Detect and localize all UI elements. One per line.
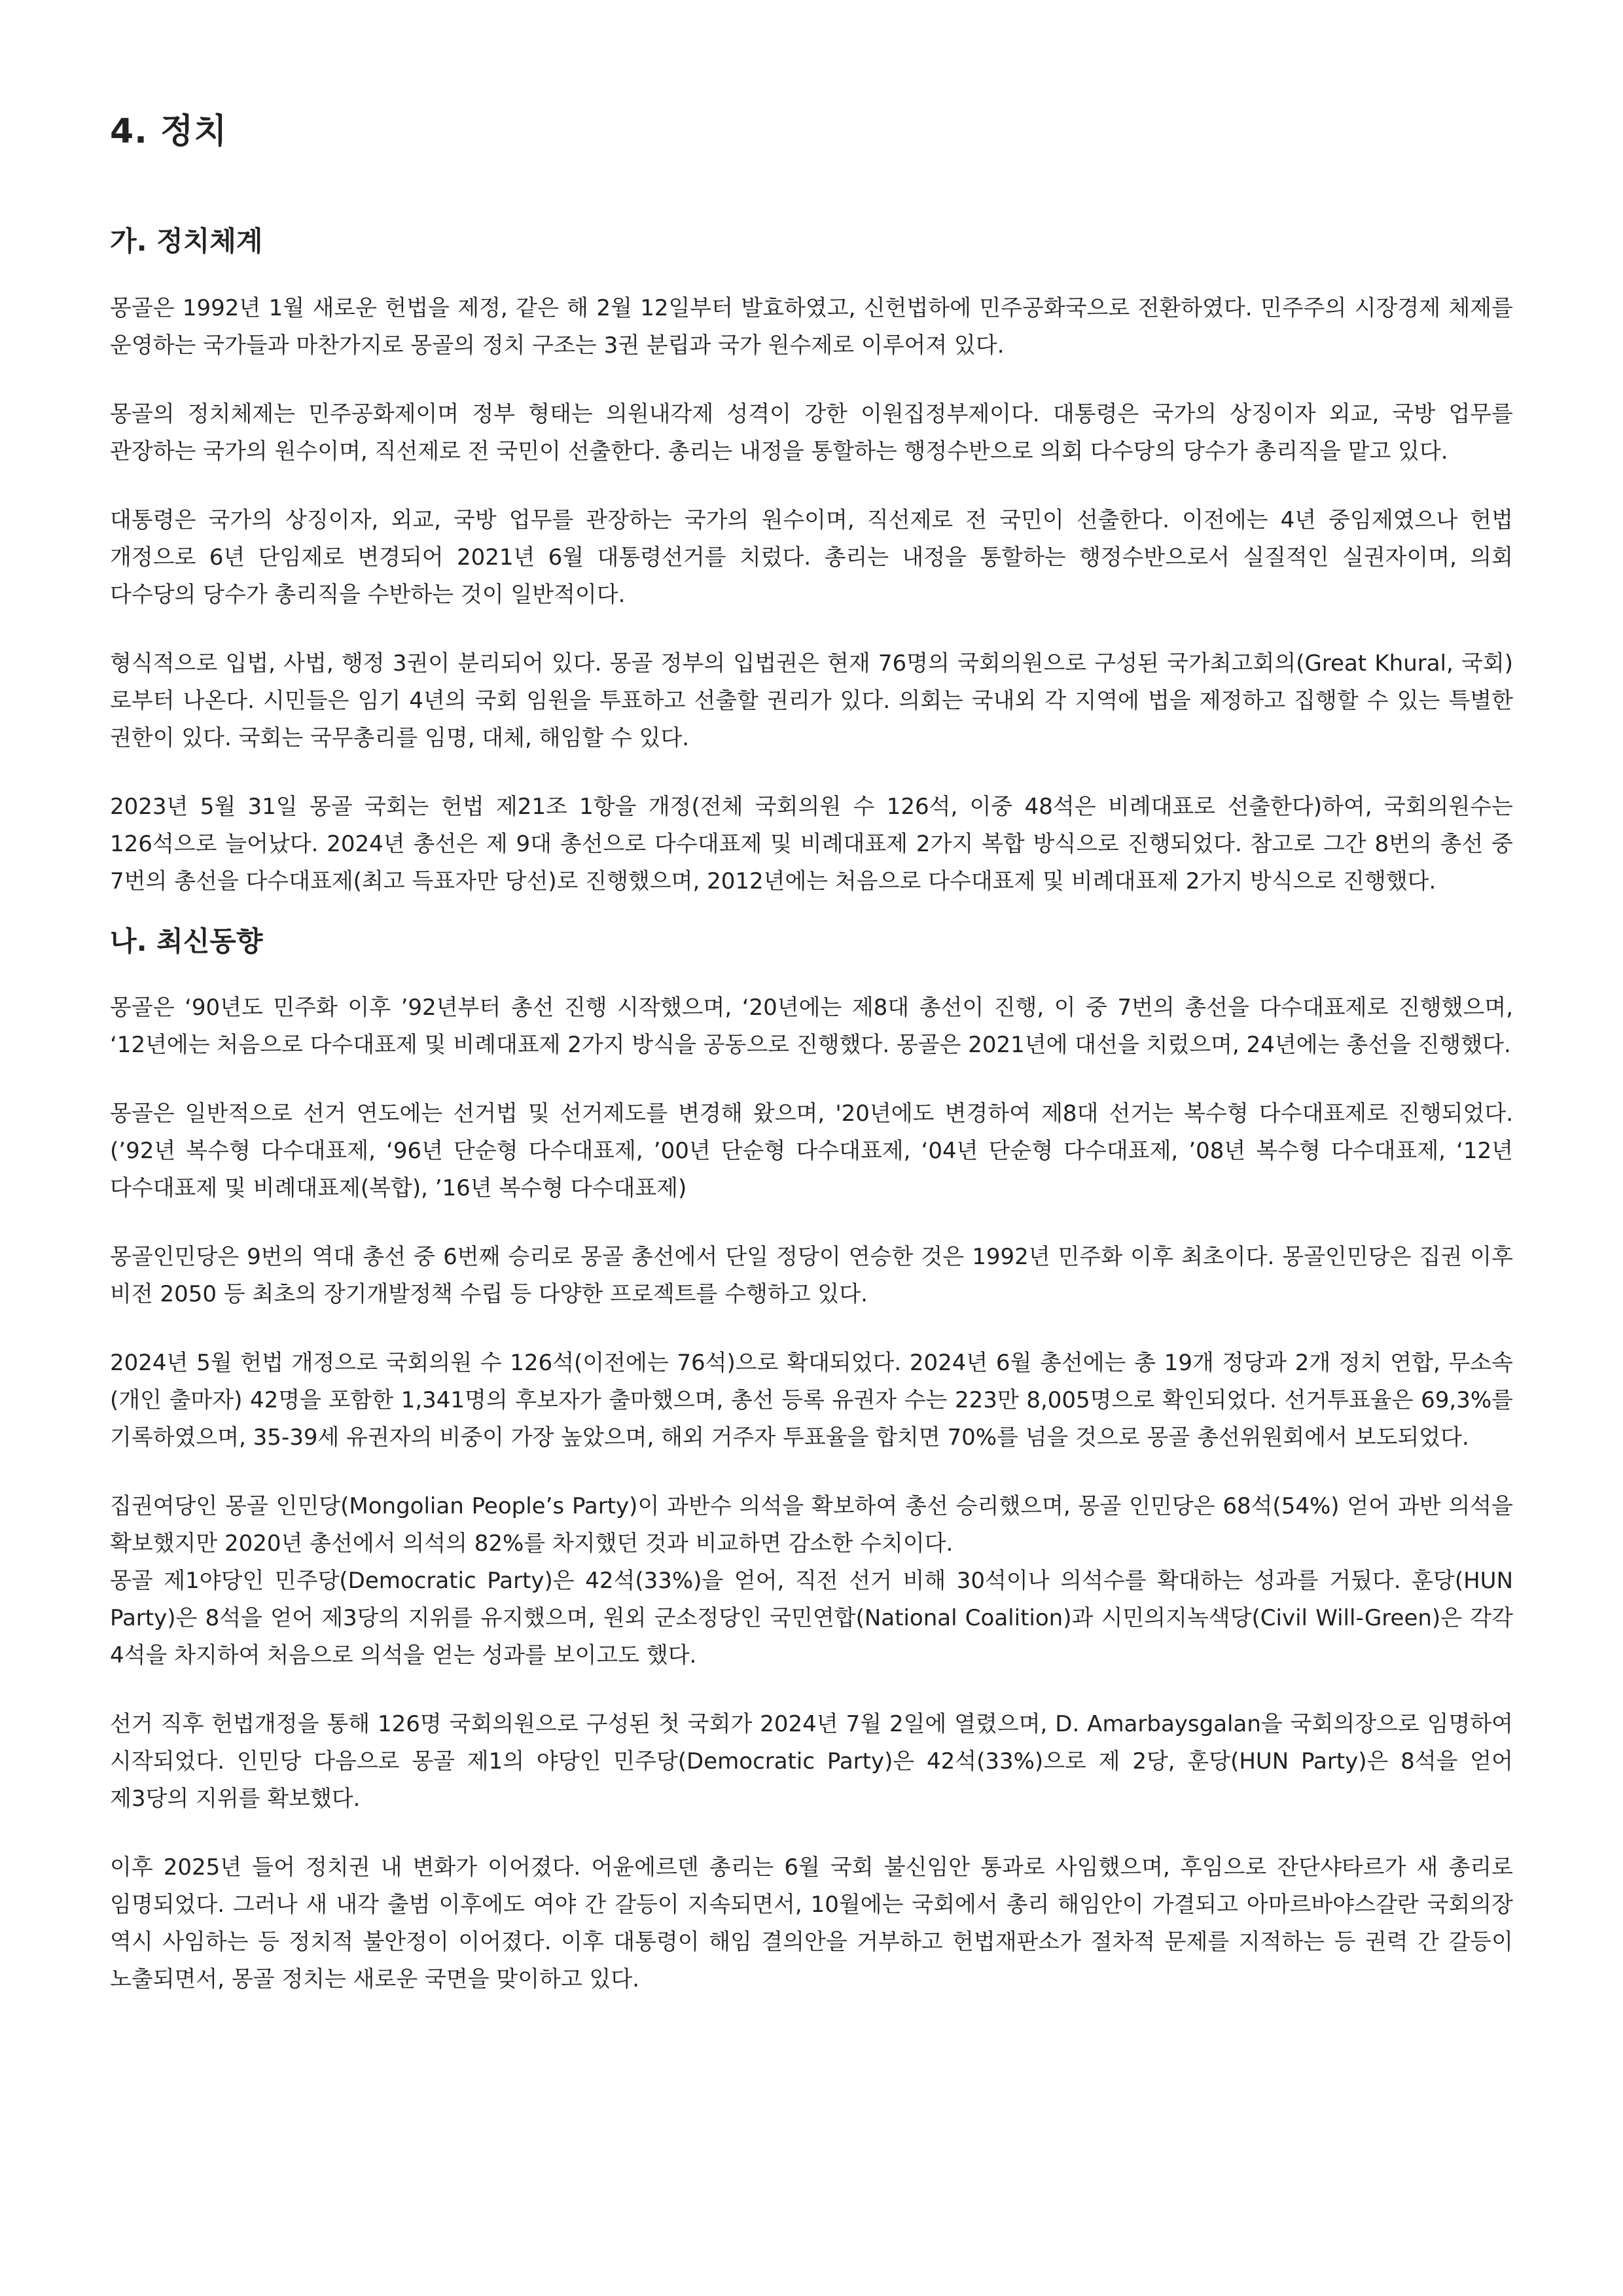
paragraph: 대통령은 국가의 상징이자, 외교, 국방 업무를 관장하는 국가의 원수이며, 직선제로 전 국민이 선출한다. 이전에는 4년 중임제였으나 헌법 개정으로 6년 단임제로 변경되어 2021년 6월 대통령선거를 치렀다. 총리는 내정을 통할하는 행정수반으로서 실질적인 실권자이며, 의회 다수당의 당수가 총리직을 수반하는 것이 일반적이다. [110, 506, 1513, 608]
paragraph: 2023년 5월 31일 몽골 국회는 헌법 제21조 1항을 개정(전체 국회의원 수 126석, 이중 48석은 비례대표로 선출한다)하여, 국회의원수는 126석으로 늘어났다. 2024년 총선은 제 9대 총선으로 다수대표제 및 비례대표제 2가지 복합 방식으로 진행되었다. 참고로 그간 8번의 총선 중 7번의 총선을 다수대표제(최고 득표자만 당선)로 진행했으며, 2012년에는 처음으로 다수대표제 및 비례대표제 2가지 방식으로 진행했다. [110, 793, 1513, 894]
paragraph: 몽골 제1야당인 민주당(Democratic Party)은 42석(33%)을 얻어, 직전 선거 비해 30석이나 의석수를 확대하는 성과를 거뒀다. 훈당(HUN Party)은 8석을 얻어 제3당의 지위를 유지했으며, 원외 군소정당인 국민연합(National Coalition)과 시민의지녹색당(Civil Will-Green)은 각각 4석을 차지하여 처음으로 의석을 얻는 성과를 보이고도 했다. [110, 1568, 1513, 1669]
paragraph: 이후 2025년 들어 정치권 내 변화가 이어졌다. 어윤에르덴 총리는 6월 국회 불신임안 통과로 사임했으며, 후임으로 잔단샤타르가 새 총리로 임명되었다. 그러나 새 내각 출범 이후에도 여야 간 갈등이 지속되면서, 10월에는 국회에서 총리 해임안이 가결되고 아마르바야스갈란 국회의장 역시 사임하는 등 정치적 불안정이 이어졌다. 이후 대통령이 해임 결의안을 거부하고 헌법재판소가 절차적 문제를 지적하는 등 권력 간 갈등이 노출되면서, 몽골 정치는 새로운 국면을 맞이하고 있다. [110, 1854, 1513, 1993]
paragraph: 형식적으로 입법, 사법, 행정 3권이 분리되어 있다. 몽골 정부의 입법권은 현재 76명의 국회의원으로 구성된 국가최고회의(Great Khural, 국회)로부터 나온다. 시민들은 임기 4년의 국회 임원을 투표하고 선출할 권리가 있다. 의회는 국내외 각 지역에 법을 제정하고 집행할 수 있는 특별한 권한이 있다. 국회는 국무총리를 임명, 대체, 해임할 수 있다. [110, 650, 1513, 751]
paragraph: 몽골은 일반적으로 선거 연도에는 선거법 및 선거제도를 변경해 왔으며, '20년에도 변경하여 제8대 선거는 복수형 다수대표제로 진행되었다. (’92년 복수형 다수대표제, ‘96년 단순형 다수대표제, ’00년 단순형 다수대표제, ‘04년 단순형 다수대표제, ’08년 복수형 다수대표제, ‘12년 다수대표제 및 비례대표제(복합), ’16년 복수형 다수대표제) [110, 1101, 1513, 1202]
paragraph: 몽골은 1992년 1월 새로운 헌법을 제정, 같은 해 2월 12일부터 발효하였고, 신헌법하에 민주공화국으로 전환하였다. 민주주의 시장경제 체제를 운영하는 국가들과 마찬가지로 몽골의 정치 구조는 3권 분립과 국가 원수제로 이루어져 있다. [110, 294, 1513, 359]
section-heading-political-system: 가. 정치체계 [110, 225, 263, 258]
section-heading-recent-trends: 나. 최신동향 [110, 925, 263, 957]
paragraph: 선거 직후 헌법개정을 통해 126명 국회의원으로 구성된 첫 국회가 2024년 7월 2일에 열렸으며, D. Amarbaysgalan을 국회의장으로 임명하여 시작되었다. 인민당 다음으로 몽골 제1의 야당인 민주당(Democratic Party)은 42석(33%)으로 제 2당, 훈당(HUN Party)은 8석을 얻어 제3당의 지위를 확보했다. [110, 1711, 1513, 1812]
page-title: 4. 정치 [110, 112, 228, 151]
paragraph: 몽골은 ‘90년도 민주화 이후 ’92년부터 총선 진행 시작했으며, ‘20년에는 제8대 총선이 진행, 이 중 7번의 총선을 다수대표제로 진행했으며, ‘12년에는 처음으로 다수대표제 및 비례대표제 2가지 방식을 공동으로 진행했다. 몽골은 2021년에 대선을 치렀으며, 24년에는 총선을 진행했다. [110, 995, 1513, 1059]
paragraph: 몽골의 정치체제는 민주공화제이며 정부 형태는 의원내각제 성격이 강한 이원집정부제이다. 대통령은 국가의 상징이자 외교, 국방 업무를 관장하는 국가의 원수이며, 직선제로 전 국민이 선출한다. 총리는 내정을 통할하는 행정수반으로 의회 다수당의 당수가 총리직을 맡고 있다. [110, 400, 1513, 465]
paragraph: 집권여당인 몽골 인민당(Mongolian People’s Party)이 과반수 의석을 확보하여 총선 승리했으며, 몽골 인민당은 68석(54%) 얻어 과반 의석을 확보했지만 2020년 총선에서 의석의 82%를 차지했던 것과 비교하면 감소한 수치이다. [110, 1493, 1513, 1557]
document-page [110, 111, 1513, 2030]
paragraph: 몽골인민당은 9번의 역대 총선 중 6번째 승리로 몽골 총선에서 단일 정당이 연승한 것은 1992년 민주화 이후 최초이다. 몽골인민당은 집권 이후 비전 2050 등 최초의 장기개발정책 수립 등 다양한 프로젝트를 수행하고 있다. [110, 1244, 1513, 1308]
paragraph: 2024년 5월 헌법 개정으로 국회의원 수 126석(이전에는 76석)으로 확대되었다. 2024년 6월 총선에는 총 19개 정당과 2개 정치 연합, 무소속(개인 출마자) 42명을 포함한 1,341명의 후보자가 출마했으며, 총선 등록 유권자 수는 223만 8,005명으로 확인되었다. 선거투표율은 69,3%를 기록하였으며, 35-39세 유권자의 비중이 가장 높았으며, 해외 거주자 투표율을 합치면 70%를 넘을 것으로 몽골 총선위원회에서 보도되었다. [110, 1350, 1513, 1451]
